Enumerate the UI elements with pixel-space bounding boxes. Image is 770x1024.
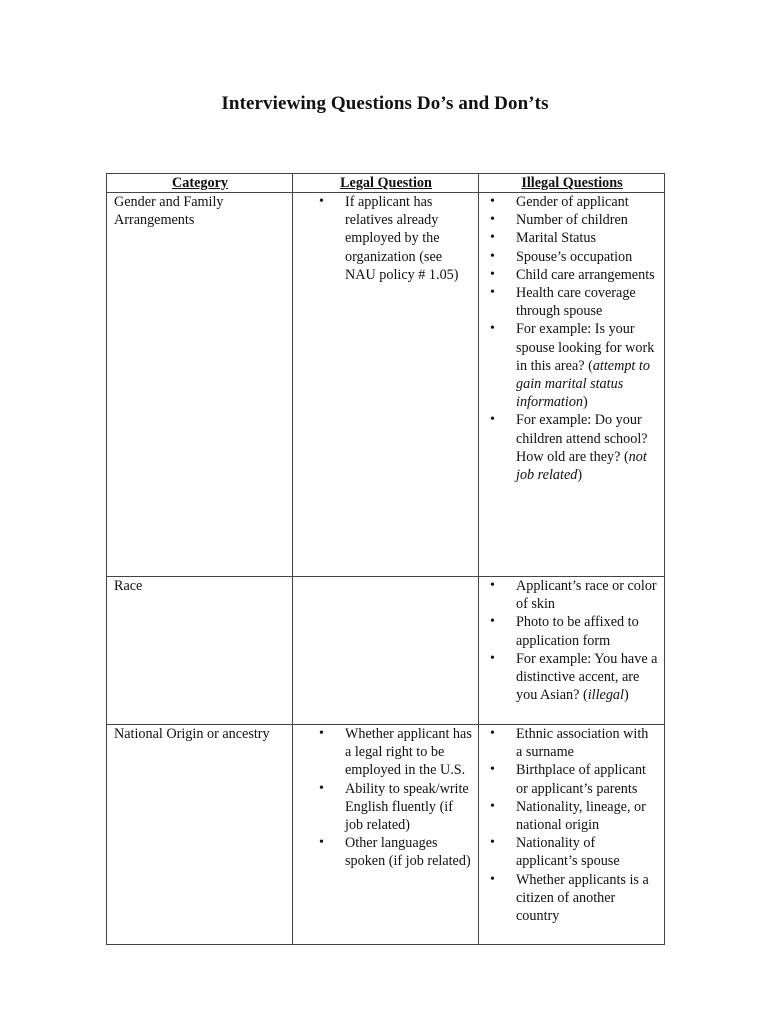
document-title: Interviewing Questions Do’s and Don’ts — [221, 93, 549, 114]
table-row — [107, 193, 665, 577]
header-legal-question: Legal Question — [293, 174, 479, 193]
illegal-question-item: • Gender of applicant — [516, 193, 658, 211]
illegal-question-item: • Number of children — [516, 211, 658, 229]
italic-note: illegal — [587, 687, 624, 704]
legal-question-item: • Other languages spoken (if job related) — [345, 834, 472, 870]
illegal-question-item: • Child care arrangements — [516, 266, 658, 284]
italic-note: not job related — [516, 448, 647, 484]
table-header-row — [107, 174, 665, 193]
illegal-question-item: • Health care coverage through spouse — [516, 284, 658, 320]
illegal-question-item: • Applicant’s race or color of skin — [516, 577, 658, 613]
legal-question-list — [300, 193, 472, 284]
illegal-question-item: • For example: Is your spouse looking for work in this area? (attempt to gain marital status information) — [516, 320, 658, 411]
category-cell: Gender and Family Arrangements — [107, 193, 293, 577]
illegal-question-item: • Photo to be affixed to application form — [516, 613, 658, 649]
header-category: Category — [107, 174, 293, 193]
legal-question-cell — [293, 577, 479, 725]
illegal-question-item: • Spouse’s occupation — [516, 248, 658, 266]
legal-question-item: • If applicant has relatives already employed by the organization (see NAU policy # 1.05) — [345, 193, 472, 284]
illegal-question-list — [486, 577, 658, 704]
illegal-question-item: • For example: You have a distinctive accent, are you Asian? (illegal) — [516, 650, 658, 705]
illegal-question-item: • Birthplace of applicant or applicant’s parents — [516, 761, 658, 797]
legal-question-item: • Ability to speak/write English fluently (if job related) — [345, 780, 472, 835]
illegal-question-item: • Ethnic association with a surname — [516, 725, 658, 761]
category-cell: Race — [107, 577, 293, 725]
illegal-question-item: • For example: Do your children attend school? How old are they? (not job related) — [516, 411, 658, 484]
illegal-question-item: • Marital Status — [516, 229, 658, 247]
illegal-question-list — [486, 193, 658, 484]
italic-note: attempt to gain marital status information — [516, 357, 650, 411]
illegal-question-cell — [479, 725, 665, 945]
legal-question-item: • Whether applicant has a legal right to be employed in the U.S. — [345, 725, 472, 780]
illegal-question-cell — [479, 577, 665, 725]
legal-question-cell — [293, 725, 479, 945]
illegal-question-item: • Nationality, lineage, or national origin — [516, 798, 658, 834]
illegal-question-list — [486, 725, 658, 925]
table-row — [107, 577, 665, 725]
illegal-question-item: • Whether applicants is a citizen of another country — [516, 871, 658, 926]
illegal-question-cell — [479, 193, 665, 577]
category-cell: National Origin or ancestry — [107, 725, 293, 945]
illegal-question-item: • Nationality of applicant’s spouse — [516, 834, 658, 870]
header-illegal-questions: Illegal Questions — [479, 174, 665, 193]
legal-question-list — [300, 725, 472, 871]
questions-table — [106, 173, 665, 945]
legal-question-cell — [293, 193, 479, 577]
table-row — [107, 725, 665, 945]
